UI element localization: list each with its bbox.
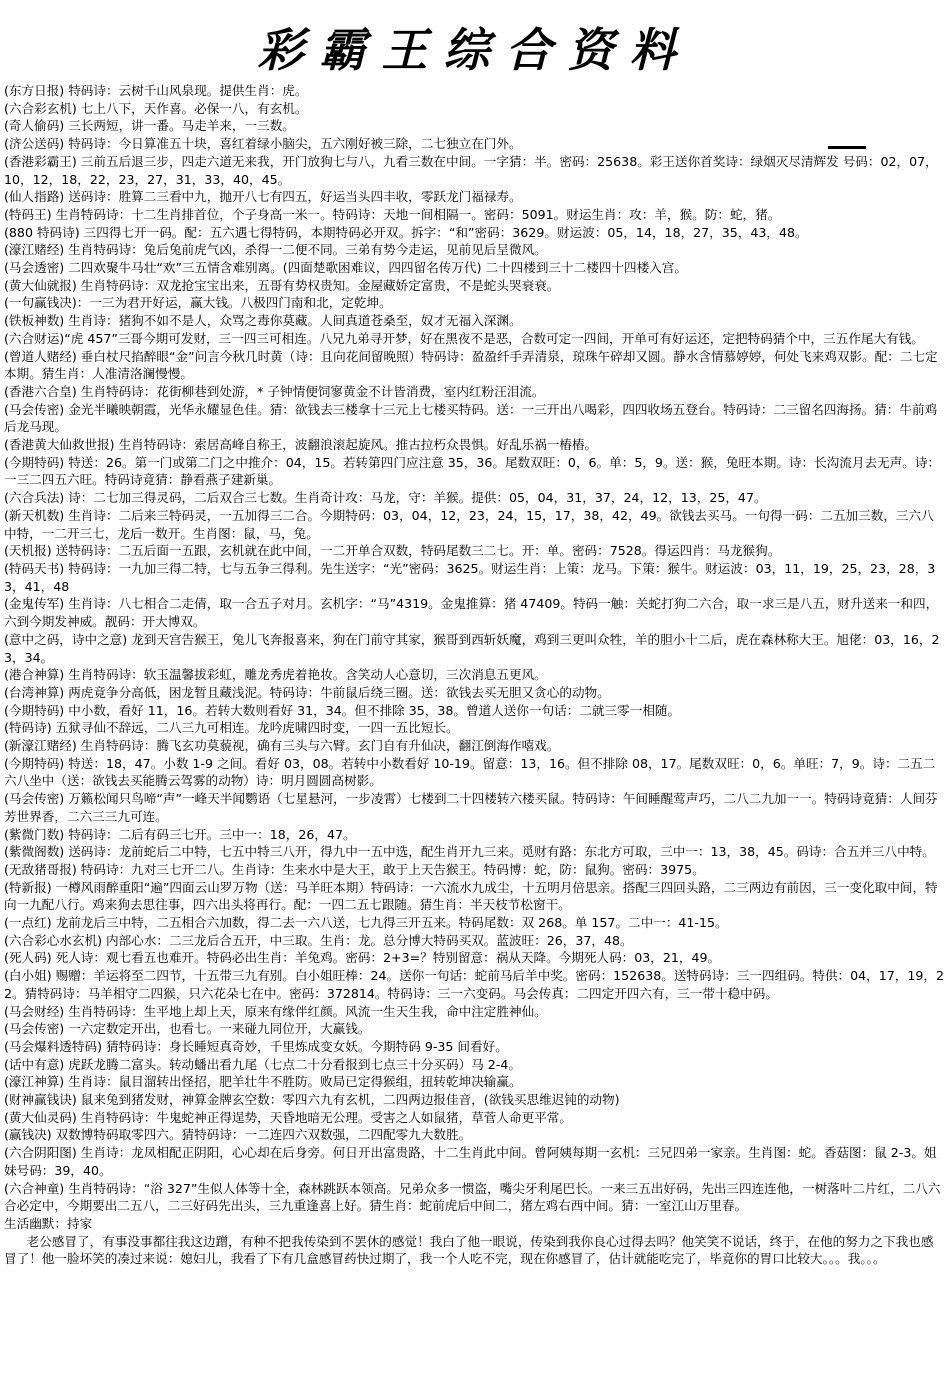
text-line: (一点红) 龙前龙后三中特，二五相合六加数，得二去一六八送，七九得三开五来。特码尾数：双 268。单 157。二中一：41-15。 [4,915,728,931]
text-line: (紫微阁数) 送码诗：龙前蛇后二中特，七五中特三八开，得九中一五中选，配生肖开九三来。觅财有路：东北方可取，三中一：13，38，45。码诗：合五并三八中特。 [4,844,935,860]
text-line: (濠江赌经) 生肖特码诗：兔后兔前虎气凶，杀得一二便不同。三弟有势今走运，见前见后呈微风。 [4,242,547,258]
text-line: (特码王) 生肖特码诗：十二生肖排首位，个子身高一米一。特码诗：天地一间相隔一。密码：5091。财运生肖：攻：羊，猴。防：蛇，猪。 [4,206,781,222]
text-line: 生活幽默：持家 [4,1216,93,1231]
text-line: (六合阴阳图) 生肖诗：龙凤相配正阴阳，心心却在后身旁。何日开出富贵路，十二生肖此中间。曾阿姨每期一玄机：三兄四弟一家亲。生肖图：蛇。香菇图：鼠 2-3。姐妹号码：39，40。 [4,1145,937,1178]
text-line: (今期特码) 特送：26。第一门或第二门之中推介：04，15。若转第四门应注意 35，36。尾数双旺：0，6。单：5，9。送：猴，兔旺本期。诗：长沟流月去无声。诗：一三二四五六旺。特码诗竟猜：静看燕子建新巢。 [4,454,941,488]
text-line: (话中有意) 虎跃龙腾二富头。转动蟠出看九尾（七点二十分看报到七点三十分买码）马 2-4。 [4,1056,521,1072]
text-line: (港合神算) 生肖特码诗：软玉温馨拔彩虹，雕龙秀虎着艳妆。含笑动人心意切，三次消息五更风。 [4,667,547,683]
text-line: (特码天书) 特码诗：一九加三得二特，七与五争三得利。先生送字：“光”密码：3625。财运生肖：上策：龙马。下策：猴牛。财运波：03，11，19，25，23，28，33，41，48 [4,560,936,594]
text-line: (特新报) 一樽风雨醉重阳“遍”四面云山罗万物（送：马羊旺本期）特码诗：一六流水九成尘，十五明月倍思亲。搭配三四回头路，二三两边有前因，三一变化取中间，特向一九配八行。鸡来狗去思往事，四六出头将再行。配：一四二五七跟随。猜生肖：半天枝节松窗干。 [4,879,938,913]
text-line: (六合彩玄机) 七上八下，天作喜。必保一八，有玄机。 [4,100,308,116]
text-line: (无敌猪哥报) 特码诗：九对三七开二八。生肖诗：生来水中是大王，敢于上天告猴王。特码博：蛇，防：鼠狗。密码：3975。 [4,861,705,877]
text-line: (香港黄大仙救世报) 生肖特码诗：索居高峰自称王，波翻浪滚起旋风。推古拉朽众畏惧。好乱乐祸一樁樁。 [4,437,598,453]
text-line: (铁板神数) 生肖诗：猪狗不如不是人，众骂之毒你莫藏。人间真道苍桑至，奴才无福入深渊。 [4,313,522,329]
text-line: 老公感冒了，有事没事都往我这边蹭，有种不把我传染到不罢休的感觉！我白了他一眼说，传染到我你良心过得去吗？他笑笑不说话，终于，在他的努力之下我也感冒了！他一脸坏笑的凑过来说：媳妇儿，我看了下有几盒感冒药快过期了，我一个人吃不完，现在你感冒了，估计就能吃完了，毕竟你的胃口比较大。。。我。。。 [4,1233,934,1267]
text-line: (白小姐) 赐赠：羊运将至二四节，十五带三九有别。白小姐旺棒：24。送你一句话：蛇前马后羊中奖。密码：152638。送特码诗：三一四组码。特供：04，17，19，22。猜特码诗：马羊相守二四猴，只六花朵七在中。密码：372814。特码诗：三一六变码。马会传真：二四定开四六有，三一带十稳中码。 [4,968,945,1001]
text-line: (马会传密) 金光半曦映朝霞，光华永耀显色佳。猜：欲钱去三楼拿十三元上七楼买特码。送：一三开出八喝彩，四四收场五登台。特码诗：二三留名四海扬。猜：牛前鸡后龙马现。 [4,401,938,435]
text-line: (紫微门数) 特码诗：二后有码三七开。三中一：18，26，47。 [4,826,356,842]
text-line: (一句赢钱决)：一三为君开好运，赢大钱。八极四门南和北，定乾坤。 [4,295,392,311]
text-line: (台湾神算) 两虎竟争分高低，困龙暂且藏浅泥。特码诗：牛前鼠后绕三圈。送：欲钱去买无胆又贪心的动物。 [4,684,610,700]
text-line: (六合兵法) 诗：二七加三得灵码，二后双合三七数。生肖奇计攻：马龙，守：羊猴。提供：05，04，31，37，24，12，13，25，47。 [4,490,767,506]
content-lines [4,82,945,1268]
text-line: (奇人偷码) 三长两短，讲一番。马走羊来，一三数。 [4,118,295,134]
decorative-dash [828,146,866,149]
text-line: (赢钱决) 双数博特码取零四六。猜特码诗：一二连四六双数强，二四配零九大数胜。 [4,1127,472,1143]
text-line: (财神赢钱诀) 鼠来兔到猪发财，神算金牌玄空数：零四六九有玄机，二四两边报佳音，(欲钱买思维迟钝的动物) [4,1092,620,1108]
text-line: (濠江神算) 生肖诗：鼠目溜转出怪招，肥羊壮牛不胜防。败局已定得猴组，扭转乾坤决输赢。 [4,1074,522,1090]
text-line: (六合财运)“虎 457”三哥今期可发财，三一四三可相连。八兄九弟寻开梦，好在黑夜不是恶，合数可定一四间，开单可有好运还，定把特码猜个中，三五作尾大有钱。 [4,330,924,346]
text-line: (曾道人赌经) 垂白杖尺掐醉眼“金”问言今秋几时黄（诗：且向花间留晚照）特码诗：盈盈纤手弄清泉，琼珠午碎却又圆。静水含情慕婷婷，何处飞来鸡双影。配：二七定本期。猜生肖：人准清洛澜慢慢。 [4,348,938,382]
text-line: (880 特码诗) 三四得七开一码。配：五六遇七得特码，本期特码必开双。拆字：“和”密码：3629。财运波：05，14，18，27，35，43，48。 [4,224,808,240]
text-line: (意中之码，诗中之意) 龙到天宫告猴王，兔儿飞奔报喜来，狗在门前守其家，猴哥到西斩妖魔，鸡到三更叫众牲，羊的胆小十二后，虎在森林称大王。旭佬：03，16，23，34。 [4,631,940,665]
text-line: (东方日报) 特码诗：云树千山风泉现。提供生肖：虎。 [4,83,308,98]
text-line: (死人码) 死人诗：观七看五也难开。特码必出生肖：羊兔鸡。密码：2+3=？特别留意：祸从天降。今期死人码：03，21，49。 [4,950,721,966]
text-line: (马会传密) 万籁松闻只鸟啼“声”一峰天半闻鹦语（七星悬河，一步凌霄）七楼到二十四楼转六楼买鼠。特码诗：午间睡醒莺声巧，二八二九加一一。特码诗竟猜：人间芬芳世界香，二六三三九可连。 [4,791,938,824]
text-line: (仙人指路) 送码诗：胜算二三看中九，抛开八七有四五，好运当头四丰收，零跃龙门福禄寿。 [4,189,522,205]
text-line: (金鬼传军) 生肖诗：八七相合二走倩，取一合五子对月。玄机字：“马”4319。金鬼推算：猪 47409。特码一触：关蛇打狗二六合，取一求三是八五，财升送来一和四，六到今期发神威。靓码：开大博双。 [4,596,939,630]
text-line: (济公送码) 特码诗：今日算准五十块，喜红着绿小脑尖，五六刚好被三除，二七独立在门外。 [4,136,522,152]
text-line: (马会透密) 二四欢聚牛马壮“欢”三五情含难别离。(四面楚歌困难议，四四留名传万代) 二十四楼到三十二楼四十四楼入宫。 [4,260,687,276]
text-line: (天机报) 送特码诗：二五后面一五跟，玄机就在此中间，一二开单合双数，特码尾数三二七。开：单。密码：7528。得运四肖：马龙猴狗。 [4,543,781,559]
text-line: (马会财经) 生肖特码诗：生平地上却上天，原来有缘伴红颜。风流一生天生我，命中注定胜神仙。 [4,1003,547,1019]
text-line: (六合彩心水玄机) 内部心水：二三龙后合五开，中三取。生肖：龙。总分博大特码买双。蓝波旺：26，37，48。 [4,932,633,948]
page-title: 彩霸王综合资料 [257,23,692,77]
text-line: (特码诗) 五狱寻仙不辞远，二八三九可相连。龙吟虎啸四时变，一四一五比短长。 [4,720,459,736]
text-line: (今期特码) 中小数，看好 11，16。若转大数则看好 31，34。但不排除 35，38。曾道人送你一句话：二就三零一相随。 [4,702,681,718]
text-line: (香港六合皇) 生肖特码诗：花街柳巷到处游，* 子钟情便饲寥黄金不计皆消费，室内红粉汪泪流。 [4,383,545,399]
text-line: (黄大仙灵码) 生肖特码诗：牛鬼蛇神正得逞势，天昏地暗无公理。受害之人如鼠猪，草菅人命更平常。 [4,1109,572,1125]
text-line: (新天机数) 生肖诗：二后来三特码灵，一五加得三二合。今期特码：03，04，12，23，24，15，17，38，42，49。欲钱去买马。一句得一码：二五加三数，三六八中特，一二开三七，龙后一数开。生肖图：鼠，马，兔。 [4,507,934,541]
text-line: (马会爆料透特码) 猜特码诗：身长睡短真奇妙，千里炼成变女妖。今期特码 9-35 间看好。 [4,1038,508,1054]
text-line: (六合神童) 生肖特码诗：“浴 327”生似人体等十全，森林跳跃本领高。兄弟众多一惯盗，嘴尖牙利尾巴长。一来三五出好码，先出三四连连他，一树落叶二片红，二八六合必定中，今期要出二五八，二三好码先出头，三九重逢喜上好。猜生肖：蛇前虎后中间二，猪左鸡右西中间。猜：一室江山万里春。 [4,1180,941,1214]
text-line: (今期特码) 特送：18，47。小数 1-9 之间。看好 03，08。若转中小数看好 10-19。留意：13，16。但不排除 08，17。尾数双旺：0，6。单旺：7，9。诗：二五二六八坐中（送：欲钱去买能腾云驾雾的动物）诗：明月圆圆高树影。 [4,755,936,789]
text-line: (黄大仙就报) 生肖特码诗：双龙抢宝宝出来，五哥有势权贵知。金屋藏娇定富贵，不是蛇头哭衰衰。 [4,277,560,293]
text-line: (马会传密) 一六定数定开出，也看七。一来碰九同位开，大赢钱。 [4,1021,371,1037]
text-line: (新濠江赌经) 生肖特码诗：腾飞玄功莫藐视，确有三头与六臂。玄门自有升仙决，翻江倒海作嘻戏。 [4,738,560,754]
text-line: (香港彩霸王) 三前五后退三步，四走六道无来我，开门放狗七与八，九看三数在中间。一字猜：半。密码：25638。彩王送你首奖诗：绿烟灭尽清辉发 号码：02，07，10，12，18，22，23，27，31，33，40，45。 [4,153,938,187]
